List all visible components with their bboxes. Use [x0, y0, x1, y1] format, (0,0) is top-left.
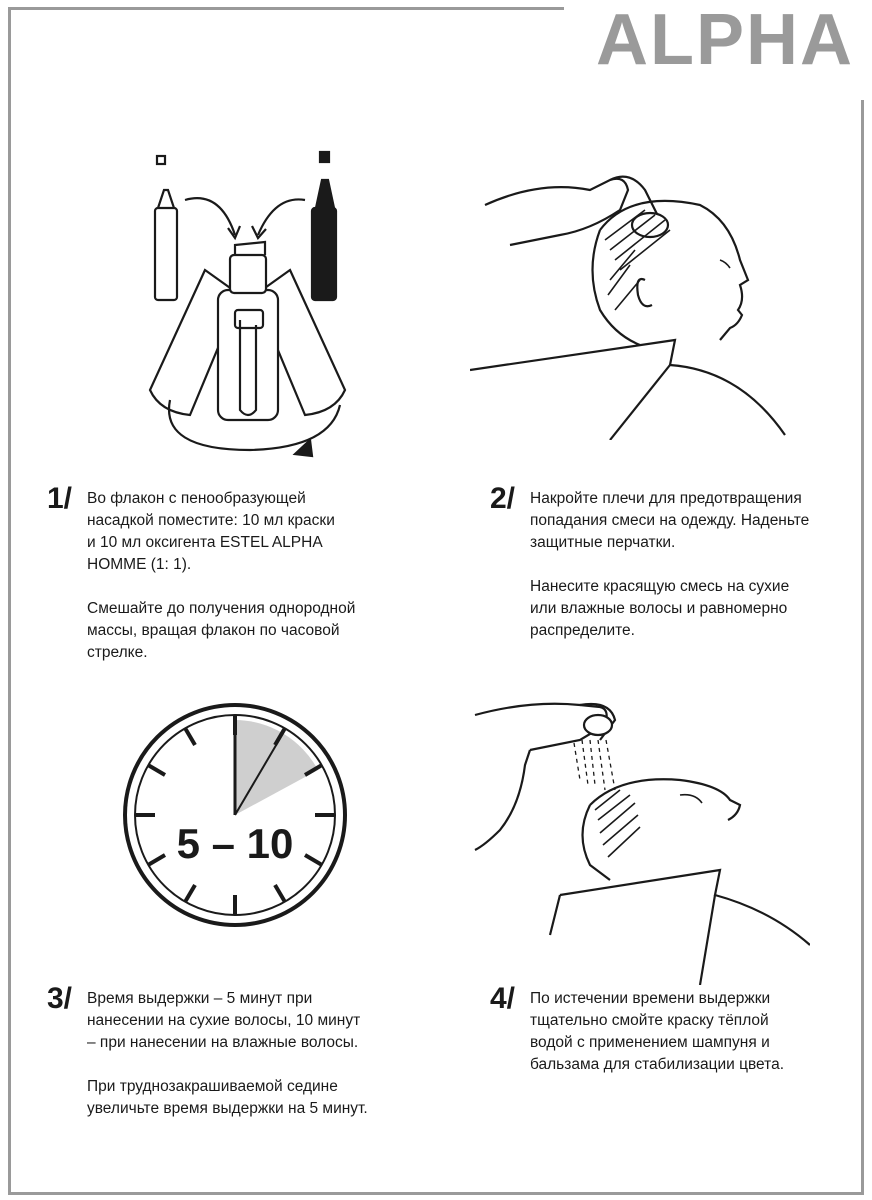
step-2-paragraph: Накройте плечи для предотвращения попадания смеси на одежду. Наденьте защитные перчатки. [530, 490, 810, 551]
frame-left-line [8, 7, 11, 1195]
step-2-paragraph: Нанесите красящую смесь на сухие или влажные волосы и равномерно распределите. [530, 578, 790, 639]
step-1-number: 1/ [47, 482, 73, 515]
step-1-paragraph: Смешайте до получения однородной массы, вращая флакон по часовой стрелке. [87, 600, 356, 661]
step-3-number: 3/ [47, 982, 73, 1015]
step-2-number: 2/ [490, 482, 516, 515]
frame-bottom-line [8, 1192, 864, 1195]
timer-clock-illustration [120, 700, 350, 930]
step-3-paragraph: При труднозакрашиваемой седине увеличьте время выдержки на 5 минут. [87, 1078, 368, 1117]
head-application-illustration [470, 150, 790, 440]
step-4-number: 4/ [490, 982, 516, 1015]
mixing-bottle-illustration [140, 150, 360, 460]
step-4-text [530, 988, 850, 1098]
alpha-logo: ALPHA [596, 0, 854, 80]
step-2-text [530, 488, 850, 664]
frame-top-line [8, 7, 564, 10]
frame-right-line [861, 100, 864, 1195]
rinse-shower-illustration [470, 695, 810, 985]
step-3-paragraph: Время выдержки – 5 минут при нанесении на сухие волосы, 10 минут – при нанесении на влажные волосы. [87, 990, 361, 1051]
step-4-paragraph: По истечении времени выдержки тщательно смойте краску тёплой водой с применением шампуня и бальзама для стабилизации цвета. [530, 990, 785, 1073]
step-1-text [87, 488, 407, 686]
timer-label: 5 – 10 [175, 818, 295, 870]
step-3-text [87, 988, 407, 1142]
step-1-paragraph: Во флакон с пенообразующей насадкой поместите: 10 мл краски и 10 мл оксигента ESTEL ALPHA HOMME (1: 1). [87, 490, 335, 573]
